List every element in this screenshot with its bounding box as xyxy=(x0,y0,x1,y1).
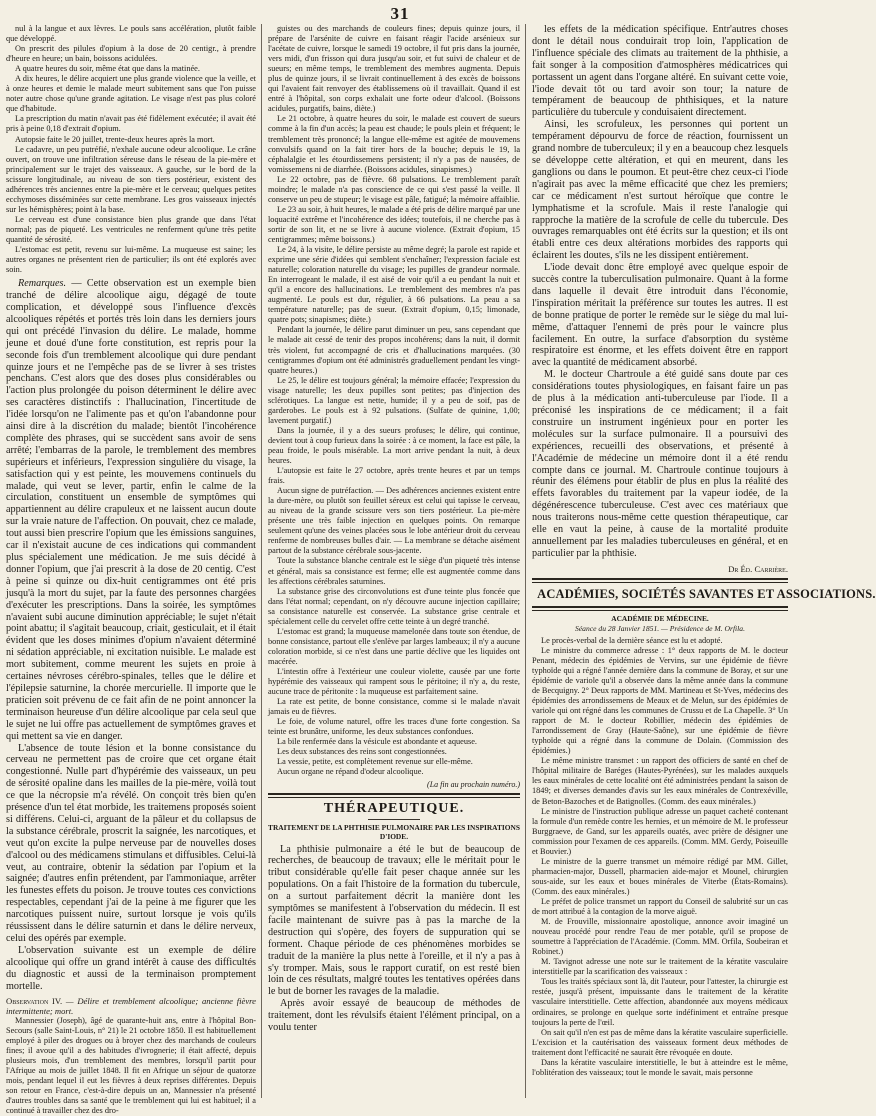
paragraph: L'autopsie est faite le 27 octobre, après trente heures et par un temps frais. xyxy=(268,466,520,486)
paragraph: Le préfet de police transmet un rapport du Conseil de salubrité sur un cas de mort attribué à la contagion de la morve aiguë. xyxy=(532,897,788,917)
remarks-section xyxy=(6,278,256,992)
remarks-label: Remarques. xyxy=(18,278,67,290)
paragraph: L'estomac est grand; la muqueuse mamelonée dans toute son étendue, de bonne consistance, partout elle s'enlève par larges lambeaux; il n'y a aucune coloration morbide, si ce n'est dans une partie déclive que les liquides ont macérée. xyxy=(268,626,520,666)
paragraph: Après avoir essayé de beaucoup de méthodes de traitement, dont les révulsifs étaient l'élément principal, on a voulu tenter xyxy=(268,998,520,1034)
paragraph: Toute la substance blanche centrale est le siège d'un piqueté très intense et général, mais sa consistance est ferme; elle est augmentée comme dans les affections cérébrales saturnines. xyxy=(268,556,520,586)
paragraph: Les deux substances des reins sont congestionnées. xyxy=(277,747,447,757)
paragraph: M. le docteur Chartroule a été guidé sans doute par ces considérations toutes physiologiques, en faisant faire un pas de plus à la médication anti-tuberculeuse par l'iode. Il a préconisé les inspirations de ce médicament; il a fait construire un instrument ingénieux pour en porter les molécules sur la surface pulmonaire. Il a poursuivi des expériences, recueilli des observations, et présenté à l'Académie de médecine un mémoire dont il a été rendu compte dans ce journal. M. Chartroule continue toujours à réunir des élémens pour établir de plus en plus la réalité des effets favorables du traitement par la vapeur iodée, de la dégénérescence tuberculeuse. C'est avec ces matériaux que nous traiterons nous-même cette question thérapeutique, car elle en vaut la peine, à cause de la mortalité produite annuellement par les maladies tuberculeuses en général, et en particulier par la phthisie. xyxy=(532,369,788,559)
article-title: TRAITEMENT DE LA PHTHISIE PULMONAIRE PAR LES INSPIRATIONS D'IODE. xyxy=(268,822,520,841)
observation-body: Mannessier (Joseph), âgé de quarante-huit ans, entre à l'hôpital Bon-Secours (salle Saint-Louis, n° 21) le 21 octobre 1850. Il est habituellement employé à piler des drogues ou à broyer chez des marchands de couleurs fines; il avoue qu'il a des habitudes d'ivrognerie; il était affecté, depuis plusieurs mois, d'un tremblement des membres, lorsqu'il partit pour l'Afrique au mois de juillet 1848. Il fit en Afrique un séjour de quatorze mois, pendant lequel il eut les fièvres à deux reprises différentes. Depuis son retour en France, c'est-à-dire depuis un an, Mannessier n'a présenté d'autres troubles dans sa santé que le tremblement qui lui est habituel; il a continué à travailler chez des dro- xyxy=(6,1015,256,1116)
session-date: Séance du 28 Janvier 1851. — Présidence de M. Orfila. xyxy=(575,623,745,633)
paragraph: L'iode devait donc être employé avec quelque espoir de succès contre la tuberculisation pulmonaire. Quant à la forme dans laquelle il devait être introduit dans l'économie, l'inspiration méritait la préférence sur toutes les autres. Il est de bonne pratique de porter le remède sur le siège du mal lui-même, d'attaquer l'ennemi de près pour le vaincre plus facilement. En outre, la surface d'absorption du système respiratoire est énorme, et les effets doivent être en rapport avec la quantité de médicament absorbé. xyxy=(532,262,788,369)
paragraph: Le 22 octobre, pas de fièvre. 68 pulsations. Le tremblement paraît moindre; le malade n'a pas conscience de ce qui s'est passé la veille. Il conserve un peu de stupeur; le visage est pâle, fatigué; la mémoire affaiblie. xyxy=(268,174,520,204)
paragraph xyxy=(6,278,256,742)
title-separator xyxy=(368,819,420,820)
paragraph: guistes ou des marchands de couleurs fines; depuis quinze jours, il prépare de l'arsénite de cuivre en faisant réagir l'acide arsénieux sur l'acétate de cuivre, lorsque le samedi 19 octobre, il fut pris dans la journée, vers midi, d'un frisson qui dura jusqu'au soir, et fut suivi de chaleur et de sueurs; en même temps, le tremblement des membres augmenta. Depuis plus de quinze jours, il se livrait continuellement à des excès de boissons qui l'avaient fait renvoyer des établissemens où il travaillait. Quand il est entré à l'hôpital, son corps exhalait une forte odeur d'alcool. (Boissons acidules, purgatifs, bains, diète.) xyxy=(268,24,520,114)
author-signature: Dr Éd. Carrière. xyxy=(728,563,788,574)
paragraph: L'absence de toute lésion et la bonne consistance du cerveau ne permettent pas de croire que cet organe était congestionné. Nulle part d'hypérémie des vaisseaux, un peu de sérosité opaline dans les mailles de la pie-mère, voilà tout ce que la nécropsie m'a révélé. On conçoit très bien qu'en présence d'un tel état morbide, les traitemens proposés soient si différens. Celui-ci, arguant de la pâleur et du collapsus de la substance cérébrale, proscrit la saignée, les narcotiques, et veut qu'on excite la pulpe nerveuse par de nouvelles doses d'alcool ou des médicamens stimulans et diffusibles. Celui-là veut, au contraire, obtenir la sédation par l'opium et la saignée; d'autres enfin prétendent, par l'ammoniaque, arrêter les funestes effets du poison. Je trouve toutes ces convictions respectables, cependant j'ai de la peine à me figurer que les narcotiques puissent nuire, surtout lorsque je vois qu'ils réussissent dans le délire saturnin et dans le délire nerveux, celui des opérés par exemple. xyxy=(6,742,256,945)
paragraph: A quatre heures du soir, même état que dans la matinée. xyxy=(15,64,200,74)
paragraph: Le cadavre, un peu putréfié, n'exhale aucune odeur alcoolique. Le crâne ouvert, on trouve une infiltration séreuse dans le réseau de la pie-mère et principalement sur le trajet des vaisseaux. A gauche, sur le bord de la scissure longitudinale, au niveau de son tiers postérieur, existent des adhérences très anciennes entre la pie-mère et le cerveau; quelques petites ecchymoses disséminées sur cette membrane. Les gros vaisseaux injectés sur les hémisphères; point à la base. xyxy=(6,144,256,214)
paragraph: L'estomac est petit, revenu sur lui-même. La muqueuse est saine; les autres organes ne présentent rien de particulier; ils ont été explorés avec soin. xyxy=(6,245,256,275)
section-rule xyxy=(532,606,788,611)
section-rule xyxy=(268,793,520,798)
paragraph: Le 21 octobre, à quatre heures du soir, le malade est couvert de sueurs comme à la fin d'un accès; la peau est chaude; le pouls plein et fréquent; le tremblement très prononcé; la langue elle-même est agitée de mouvemens convulsifs quand on la fait tirer hors de la bouche; depuis le 19, la céphalalgie et les étourdissemens persistent; il n'y a pas de nausées, de vomissemens ni de diarrhée. (Boissons acidules, sinapismes.) xyxy=(268,114,520,174)
paragraph: les effets de la médication spécifique. Entr'autres choses dont le détail nous conduirait trop loin, l'application de l'influence spéciale des climats au traitement de la phthisie, a fait songer à la composition d'atmosphères médicatrices qui portassent un agent dans l'organe altéré. En suivant cette voie, l'iode devait tôt ou tard avoir son tour; la nature de tempérament de beaucoup de phthisiques, et la nature particulière du tubercule y conduisaient directement. xyxy=(532,24,788,119)
paragraph: nul à la langue et aux lèvres. Le pouls sans accélération, plutôt faible que développé. xyxy=(6,24,256,44)
article-body xyxy=(268,844,520,1035)
remarks-text: — Cette observation est un exemple bien tranché de délire alcoolique aigu, dégagé de toute complication, et développé sous l'influence d'excès alcooliques répétés et portés très loin dans les derniers jours qui ont précédé l'invasion du délire. Le malade, homme jeune et doué d'une forte constitution, est repris pour la seconde fois d'un tremblement alcoolique qui dure pendant quinze jours et ne l'empêche pas de se livrer à ses tristes penchans. C'est alors que des doses plus considérables ou l'action plus prolongée du poison déterminent le délire avec ses caractères distinctifs : l'hallucination, l'incertitude de l'idée lorsqu'on ne l'alimente pas et qu'on l'abandonne pour ainsi dire à la discrétion du malade; bientôt l'incohérence complète des phrases, qui se succèdent sans avoir de sens arrêté; l'embarras de la parole, le tremblement des membres supérieurs et inférieurs, l'expression singulière du visage, la satisfaction qui y est peinte, les mouvemens continuels du malade, qui veut se lever, partir, enfin le calme de la circulation, constituent un ensemble de symptômes qui appartiennent au délire crapuleux et ne laissent aucun doute sur la vraie nature de l'affection. On pouvait, chez ce malade, tout aussi bien prescrire l'opium que les émissions sanguines, car il n'existait aucune de ces indications qui commandent plus spécialement une médication. Je me suis décidé à donner l'opium, que j'ai prescrit à la dose de 20 centig. C'est à peine si quinze ou dix-huit centigrammes ont été pris jusqu'à la mort du sujet, par la faute des personnes chargées d'exécuter les prescriptions. Dans la soirée, les symptômes n'avaient subi aucune diminution appréciable; le sujet n'était point abattu; il s'agitait beaucoup, criait, gesticulait, et il était évident que les doses minimes d'opium n'avaient déterminé ni sédation appréciable, ni excitation nuisible. Le malade est mort subitement, comme meurent les sujets en proie à certaines névroses cérébro-spinales, telles que le délire et l'épilepsie saturnine, la chorée mercurielle. Il importe que le praticien soit prévenu de ce fait afin de ne point annoncer la terminaison heureuse d'un délire alcoolique par cela seul que le sujet ne lui offre pas actuellement de symptômes graves et qui mettent sa vie en danger. xyxy=(6,278,256,742)
paragraph: M. de Frouville, missionnaire apostolique, annonce avoir imaginé un nouveau procédé pour rendre l'eau de mer potable, qu'il se propose de soumettre à l'appréciation de l'Académie. (Comm. MM. Orfila, Soubeiran et Robinet.) xyxy=(532,917,788,957)
paragraph: Ainsi, les scrofuleux, les personnes qui portent un tempérament dépourvu de force de réaction, fournissent un grand nombre de tuberculeux; il y en a beaucoup chez lesquels se développe cette altération, et qui en meurent, dans les ganglions ou dans le poumon. Et peut-être chez ceux-ci l'iode n'agirait pas avec la même efficacité que chez les premiers; car ce médicament n'est surtout héroïque que contre le lymphatisme et la scrofule. Mais il reste l'analogie qui rapproche la matière de la scrofule de celle du tubercule. Des ouvrages remarquables ont été écrits sur la question; et ils ont établi entre ces deux altérations morbides des rapports qui éclairent les doutes, s'ils ne les dissipent entièrement. xyxy=(532,119,788,262)
section-title-therapeutique: THÉRAPEUTIQUE. xyxy=(323,800,465,816)
case-continuation xyxy=(268,24,520,778)
session-report xyxy=(532,636,788,1078)
paragraph: Tous les traités spéciaux sont là, dit l'auteur, pour l'attester, la chirurgie est restée, jusqu'à présent, impuissante dans le traitement de la kératite vasculaire interstitielle. Cette affection, abandonnée aux moyens médicaux ordinaires, se prolonge en quelque sorte indéfiniment et entraîne presque toujours la perte de l'œil. xyxy=(532,977,788,1027)
paragraph: Le 24, à la visite, le délire persiste au même degré; la parole est rapide et exprime une série d'idées qui semblent s'enchaîner; l'expression faciale est naturelle; coloration naturelle du visage; les pupilles de grandeur normale. En interrogeant le malade, il est aisé de voir qu'il a eu pendant la nuit et qu'il a encore des hallucinations. Le tremblement des membres n'a pas augmenté. Le pouls est dur, régulier, à 66 pulsations. La peau a sa température naturelle; pas de sueur. (Extrait d'opium, 0,15; limonade, quatre pots; sinapismes; diète.) xyxy=(268,245,520,325)
observation-heading xyxy=(6,996,256,1016)
paragraph: M. Tavignot adresse une note sur le traitement de la kératite vasculaire interstitielle par la scarification des vaisseaux : xyxy=(532,957,788,977)
paragraph: La rate est petite, de bonne consistance, comme si le malade n'avait jamais eu de fièvres. xyxy=(268,697,520,717)
article-continuation xyxy=(532,24,788,560)
paragraph: Aucun signe de putréfaction. — Des adhérences anciennes existent entre la dure-mère, ou plutôt son feuillet séreux est celui qui tapisse le cerveau, au niveau de la grande scissure vers son tiers postérieur. La pie-mère présente une très faible injection en quelques points. On remarque seulement qu'une des veines placées sous le lobe antérieur droit du cerveau renferme de nombreuses bulles d'air. — La membrane se détache aisément partout de la substance cérébrale sous-jacente. xyxy=(268,486,520,556)
paragraph: Autopsie faite le 20 juillet, trente-deux heures après la mort. xyxy=(15,134,215,144)
page-number: 31 xyxy=(390,4,410,23)
paragraph: Dans la journée, il y a des sueurs profuses; le délire, qui continue, devient tout à coup furieux dans la soirée : à ce moment, la face est pâle, la peau froide, le pouls misérable. La mort arrive pendant la nuit, à deux heures. xyxy=(268,425,520,466)
paragraph: Le 25, le délire est toujours général; la mémoire effacée; l'expression du visage naturelle; les deux pupilles sont petites; pas d'injection des sclérotiques. La langue est nette, humide; il y a peu de soif, pas de garderobes. Le pouls est à 92 pulsations. (Sulfate de quinine, 1,00; lavement purgatif.) xyxy=(268,375,520,425)
paragraph: Aucun organe ne répand d'odeur alcoolique. xyxy=(277,767,424,777)
academy-title: ACADÉMIE DE MÉDECINE. xyxy=(611,613,709,623)
paragraph: La substance grise des circonvolutions est d'une teinte plus foncée que dans l'état normal; cependant, on n'y découvre aucune injection capillaire; sa consistance naturelle est conservée. La substance grise centrale et spécialement celle du cervelet offre cette teinte à un degré tranché. xyxy=(268,586,520,626)
observation-title: — Délire et tremblement alcoolique; ancienne fièvre intermittente; mort. xyxy=(6,995,256,1016)
section-title-academies: ACADÉMIES, SOCIÉTÉS SAVANTES ET ASSOCIATIONS. xyxy=(537,585,876,601)
paragraph: Le ministre du commerce adresse : 1° deux rapports de M. le docteur Penant, médecin des épidémies de Vervins, sur une épidémie de fièvre typhoïde qui a régné l'année dernière dans la commune de Boray, et sur une épidémie de variole qu'il a observée dans la même année dans la commune de Becquigny. 2° Deux rapports de MM. Martineau et St-Yves, médecins des épidémies des arrondissemens de Meaux et de Melun, sur des épidémies de variole qui ont régné dans les communes de Crussu et de La Chapelle. 3° Un rapport de M. le docteur Robillier, médecin des épidémies de l'arrondissement de Gray (Haute-Saône), sur une épidémie de fièvre typhoïde qui a régné dans la commune de Dolain. (Commission des épidémies.) xyxy=(532,645,788,756)
paragraph: On prescrit des pilules d'opium à la dose de 20 centigr., à prendre d'heure en heure; un bain, boissons acidulées. xyxy=(6,44,256,64)
paragraph: Le cerveau est d'une consistance bien plus grande que dans l'état normal; pas de piqueté. Les ventricules ne renferment qu'une très petite quantité de sérosité. xyxy=(6,214,256,244)
paragraph: Dans la kératite vasculaire interstitielle, le but à atteindre est le même, l'oblitération des vaisseaux; tout le monde le savait, mais personne xyxy=(532,1057,788,1077)
paragraph: La phthisie pulmonaire a été le but de beaucoup de recherches, de beaucoup de travaux; elle le méritait pour le tribut considérable qu'elle fait peser chaque année sur les populations. On a fait l'histoire de la formation du tubercule, on a surtout parfaitement décrit la manière dont les symptômes se manifestent à l'observation du médecin. Il est facile maintenant de suivre pas à pas la marche de la destruction qui s'opère, des foyers de suppuration qui se forment. Chaque période de ces phénomènes morbides se traduit de la manière la plus nette à l'oreille, et il n'y a pas à s'y tromper. Mais, sous le rapport curatif, on est resté bien loin de ces résultats, malgré toutes les tentatives opérées dans le but de borner les ravages de la maladie. xyxy=(268,843,520,998)
paragraph: La prescription du matin n'avait pas été fidèlement exécutée; il avait été pris à peine 0,18 d'extrait d'opium. xyxy=(6,114,256,134)
paragraph: Le ministre de la guerre transmet un mémoire rédigé par MM. Gillet, pharmacien-major, Dussell, pharmacien aide-major et Mounel, chirurgien sous-aide, sur les eaux et boues minérales de Viterbe (États-Romains). (Comm. des eaux minérales.) xyxy=(532,856,788,896)
paragraph: Pendant la journée, le délire parut diminuer un peu, sans cependant que le malade ait cessé de tenir des propos incohérens; dans la nuit, il dormit très violent, fut accompagné de cris et d'hallucinations marquées. (30 centigrammes d'opium ont été administrés graduellement pendant les vingt-quatre heures.) xyxy=(268,325,520,375)
paragraph: L'observation suivante est un exemple de délire alcoolique qui offre un grand intérêt à cause des difficultés du diagnostic et aussi de la terminaison promptement mortelle. xyxy=(6,944,256,992)
paragraph: Le foie, de volume naturel, offre les traces d'une forte congestion. Sa teinte est brunâtre, uniforme, les deux substances confondues. xyxy=(268,717,520,737)
column-right xyxy=(532,24,876,1098)
section-rule xyxy=(532,578,788,583)
column-divider xyxy=(261,24,262,1098)
paragraph: L'intestin offre à l'extérieur une couleur violette, causée par une forte hypérémie des vaisseaux qui rampent sous le péritoine; il n'y a, du reste, aucune trace de péritonite : la muqueuse est parfaitement saine. xyxy=(268,667,520,697)
column-middle xyxy=(268,24,520,1098)
paragraph: On sait qu'il n'en est pas de même dans la kératite vasculaire superficielle. L'excision et la cautérisation des vaisseaux forment deux méthodes de traitement dont l'efficacité ne saurait être révoquée en doute. xyxy=(532,1027,788,1057)
observation-section xyxy=(6,996,256,1116)
column-divider xyxy=(525,24,526,1098)
paragraph: Le procès-verbal de la dernière séance est lu et adopté. xyxy=(541,635,723,645)
paragraph: Le 23 au soir, à huit heures, le malade a été pris de délire marqué par une loquacité extrême et l'incohérence des idées; toutefois, il ne cherche pas à sortir de son lit, et ne se livre à aucune violence. (Extrait d'opium, 15 centigrammes; même boissons.) xyxy=(268,204,520,244)
paragraph: A dix heures, le délire acquiert une plus grande violence que la veille, et à onze heures et demie le malade meurt subitement sans que l'on puisse noter autre chose qu'une grande agitation. Le visage n'est pas plus coloré que d'habitude. xyxy=(6,74,256,114)
paragraph: Le même ministre transmet : un rapport des officiers de santé en chef de l'hôpital militaire de Baréges (Hautes-Pyrénées), sur les malades auxquels les eaux minérales de cette localité ont été administrées pendant la saison de 1849; et diverses demandes d'avis sur les eaux minérales de Contrexéville, de Beton-Bazoches et de Batignolles. (Comm. des eaux minérales.) xyxy=(532,756,788,806)
column-left xyxy=(6,24,256,1116)
observation-label: Observation IV. xyxy=(6,995,63,1006)
paragraph: La vessie, petite, est complètement revenue sur elle-même. xyxy=(277,757,473,767)
paragraph: La bile renfermée dans la vésicule est abondante et aqueuse. xyxy=(277,737,477,747)
continued-note: (La fin au prochain numéro.) xyxy=(427,779,520,789)
case-notes xyxy=(6,24,256,275)
paragraph: Le ministre de l'instruction publique adresse un paquet cacheté contenant la formule d'un remède contre les hernies, et un mémoire de M. le professeur Burggraeve, de Gand, sur les appareils ouatés, avec prière de désigner une commission pour l'examen de ces appareils. (Comm. MM. Gerdy, Poiseuille et Bouvier.) xyxy=(532,806,788,856)
